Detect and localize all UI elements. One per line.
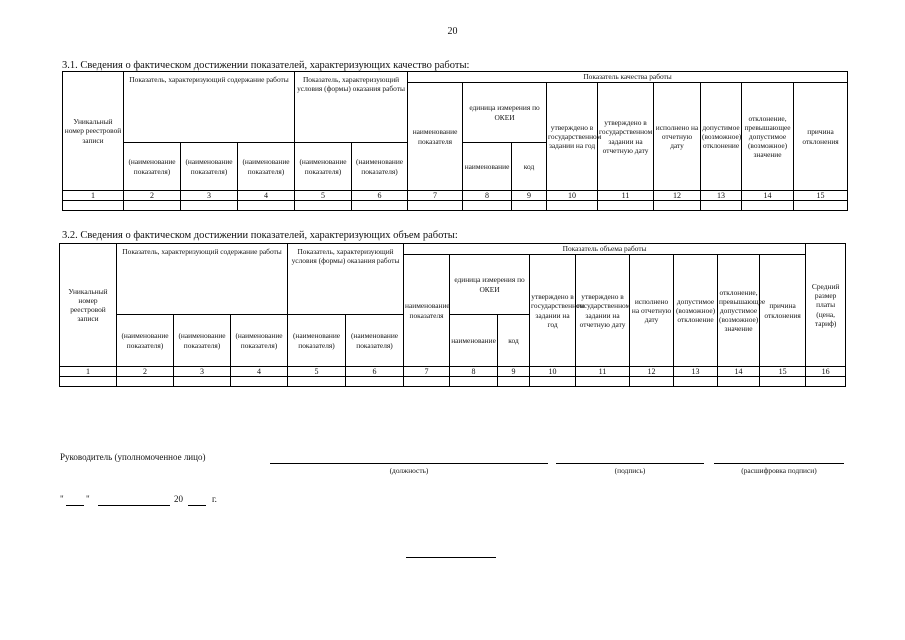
signature-line bbox=[556, 463, 704, 464]
empty-cell bbox=[63, 201, 124, 211]
page-number: 20 bbox=[447, 26, 458, 37]
col-approved-date: утверждено в государственном задании на отчетную дату bbox=[598, 83, 654, 191]
col-done: исполнено на отчетную дату bbox=[630, 255, 674, 367]
decode-caption: (расшифровка подписи) bbox=[741, 466, 817, 475]
column-number: 2 bbox=[117, 367, 174, 377]
empty-cell bbox=[598, 201, 654, 211]
sub-indicator-name: (наименование показателя) bbox=[288, 315, 346, 367]
col-unique-record: Уникальный номер реестровой записи bbox=[60, 244, 117, 367]
signature-caption: (подпись) bbox=[614, 466, 646, 475]
empty-cell bbox=[60, 377, 117, 387]
column-number: 5 bbox=[295, 191, 352, 201]
col-exceeding-deviation: отклонение, превышающее допустимое (возможное) значение bbox=[718, 255, 760, 367]
empty-cell bbox=[181, 201, 238, 211]
column-number: 14 bbox=[742, 191, 794, 201]
column-number: 6 bbox=[352, 191, 408, 201]
date-year-suffix: г. bbox=[212, 494, 217, 504]
col-unique-record: Уникальный номер реестровой записи bbox=[63, 72, 124, 191]
date-open-quote: " bbox=[60, 494, 64, 504]
sub-indicator-name: (наименование показателя) bbox=[346, 315, 404, 367]
sub-indicator-name: (наименование показателя) bbox=[352, 143, 408, 191]
date-month-line bbox=[98, 505, 170, 506]
empty-cell bbox=[498, 377, 530, 387]
col-deviation-reason: причина отклонения bbox=[760, 255, 806, 367]
sub-indicator-name: (наименование показателя) bbox=[174, 315, 231, 367]
group-header-volume: Показатель объема работы bbox=[404, 244, 806, 255]
column-number: 14 bbox=[718, 367, 760, 377]
empty-cell bbox=[124, 201, 181, 211]
col-indicator-name: наименование показателя bbox=[404, 255, 450, 367]
sub-indicator-name: (наименование показателя) bbox=[295, 143, 352, 191]
empty-cell bbox=[346, 377, 404, 387]
closing-separator bbox=[406, 557, 496, 558]
date-year-prefix: 20 bbox=[174, 494, 183, 504]
col-indicator-name: наименование показателя bbox=[408, 83, 463, 191]
column-number: 4 bbox=[231, 367, 288, 377]
column-number: 7 bbox=[408, 191, 463, 201]
col-average-fee: Средний размер платы (цена, тариф) bbox=[806, 244, 846, 367]
empty-cell bbox=[404, 377, 450, 387]
column-number: 5 bbox=[288, 367, 346, 377]
col-allowed-deviation: допустимое (возможное) отклонение bbox=[674, 255, 718, 367]
empty-cell bbox=[530, 377, 576, 387]
empty-cell bbox=[238, 201, 295, 211]
column-number: 15 bbox=[794, 191, 848, 201]
column-number: 1 bbox=[60, 367, 117, 377]
column-number: 15 bbox=[760, 367, 806, 377]
column-number: 13 bbox=[674, 367, 718, 377]
column-number: 3 bbox=[181, 191, 238, 201]
section-2-title: 3.2. Сведения о фактическом достижении показателей, характеризующих объем работы: bbox=[62, 230, 458, 241]
empty-cell bbox=[408, 201, 463, 211]
head-label: Руководитель (уполномоченное лицо) bbox=[60, 452, 206, 462]
column-number: 1 bbox=[63, 191, 124, 201]
section-1-title: 3.1. Сведения о фактическом достижении показателей, характеризующих качество работы: bbox=[62, 60, 470, 71]
position-line bbox=[270, 463, 548, 464]
column-number: 7 bbox=[404, 367, 450, 377]
column-number: 4 bbox=[238, 191, 295, 201]
col-conditions-indicator: Показатель, характеризующий условия (формы) оказания работы bbox=[295, 72, 408, 143]
empty-cell bbox=[463, 201, 512, 211]
column-number: 10 bbox=[547, 191, 598, 201]
empty-cell bbox=[806, 377, 846, 387]
decode-line bbox=[714, 463, 844, 464]
sub-indicator-name: (наименование показателя) bbox=[117, 315, 174, 367]
col-exceeding-deviation: отклонение, превышающее допустимое (возможное) значение bbox=[742, 83, 794, 191]
column-number: 13 bbox=[701, 191, 742, 201]
empty-cell bbox=[674, 377, 718, 387]
column-numbers-row bbox=[60, 367, 846, 377]
sub-indicator-name: (наименование показателя) bbox=[238, 143, 295, 191]
quality-table bbox=[62, 71, 848, 211]
col-unit-okei: единица измерения по ОКЕИ bbox=[450, 255, 530, 315]
column-number: 6 bbox=[346, 367, 404, 377]
date-close-quote: " bbox=[86, 494, 90, 504]
empty-cell bbox=[450, 377, 498, 387]
col-unit-code: код bbox=[498, 315, 530, 367]
col-unit-name: наименование bbox=[450, 315, 498, 367]
column-number: 12 bbox=[654, 191, 701, 201]
empty-cell bbox=[654, 201, 701, 211]
column-number: 16 bbox=[806, 367, 846, 377]
position-caption: (должность) bbox=[389, 466, 429, 475]
empty-cell bbox=[512, 201, 547, 211]
col-unit-okei: единица измерения по ОКЕИ bbox=[463, 83, 547, 143]
column-number: 9 bbox=[498, 367, 530, 377]
column-number: 2 bbox=[124, 191, 181, 201]
group-header-quality: Показатель качества работы bbox=[408, 72, 848, 83]
volume-table bbox=[59, 243, 846, 387]
col-unit-name: наименование bbox=[463, 143, 512, 191]
col-approved-year: утверждено в государственном задании на год bbox=[530, 255, 576, 367]
col-content-indicator: Показатель, характеризующий содержание работы bbox=[124, 72, 295, 143]
empty-cell bbox=[231, 377, 288, 387]
col-approved-date: утверждено в государственном задании на отчетную дату bbox=[576, 255, 630, 367]
empty-cell bbox=[742, 201, 794, 211]
empty-cell bbox=[117, 377, 174, 387]
empty-cell bbox=[174, 377, 231, 387]
date-year-line bbox=[188, 505, 206, 506]
sub-indicator-name: (наименование показателя) bbox=[181, 143, 238, 191]
date-day-line bbox=[66, 505, 84, 506]
column-numbers-row bbox=[63, 191, 848, 201]
table-row bbox=[60, 377, 846, 387]
table-row bbox=[63, 201, 848, 211]
sub-indicator-name: (наименование показателя) bbox=[124, 143, 181, 191]
col-conditions-indicator: Показатель, характеризующий условия (формы) оказания работы bbox=[288, 244, 404, 315]
column-number: 10 bbox=[530, 367, 576, 377]
column-number: 11 bbox=[576, 367, 630, 377]
empty-cell bbox=[352, 201, 408, 211]
empty-cell bbox=[295, 201, 352, 211]
sub-indicator-name: (наименование показателя) bbox=[231, 315, 288, 367]
empty-cell bbox=[760, 377, 806, 387]
empty-cell bbox=[576, 377, 630, 387]
col-allowed-deviation: допустимое (возможное) отклонение bbox=[701, 83, 742, 191]
empty-cell bbox=[630, 377, 674, 387]
empty-cell bbox=[718, 377, 760, 387]
col-done: исполнено на отчетную дату bbox=[654, 83, 701, 191]
column-number: 8 bbox=[463, 191, 512, 201]
col-approved-year: утверждено в государственном задании на год bbox=[547, 83, 598, 191]
col-deviation-reason: причина отклонения bbox=[794, 83, 848, 191]
empty-cell bbox=[701, 201, 742, 211]
col-unit-code: код bbox=[512, 143, 547, 191]
column-number: 11 bbox=[598, 191, 654, 201]
column-number: 3 bbox=[174, 367, 231, 377]
empty-cell bbox=[794, 201, 848, 211]
column-number: 8 bbox=[450, 367, 498, 377]
column-number: 12 bbox=[630, 367, 674, 377]
empty-cell bbox=[547, 201, 598, 211]
empty-cell bbox=[288, 377, 346, 387]
column-number: 9 bbox=[512, 191, 547, 201]
col-content-indicator: Показатель, характеризующий содержание работы bbox=[117, 244, 288, 315]
